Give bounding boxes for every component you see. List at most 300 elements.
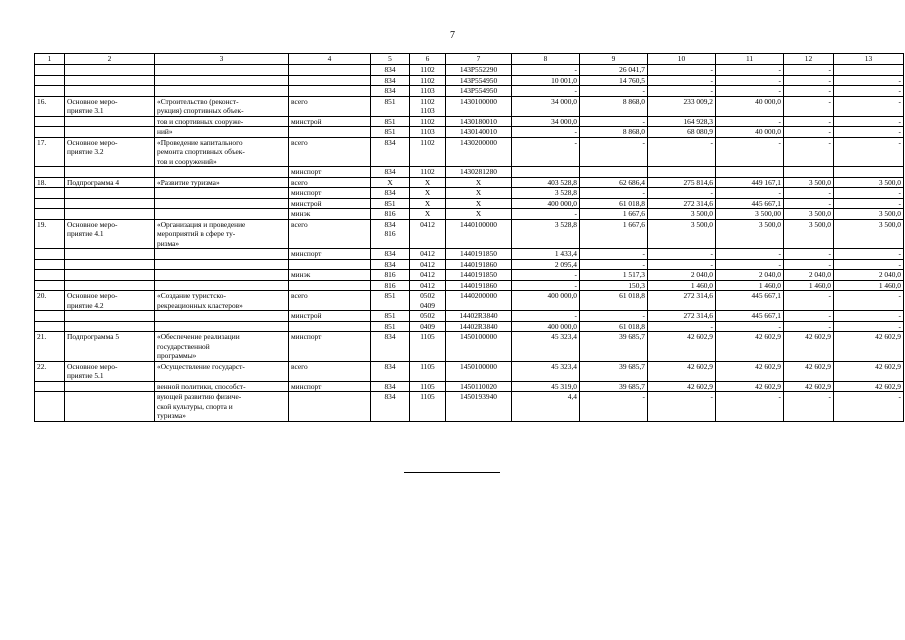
column-number-6: 6	[410, 54, 446, 65]
section-code-cell: 1102	[410, 167, 446, 178]
amount-cell: -	[716, 65, 784, 76]
executor-cell: минспорт	[289, 332, 371, 362]
amount-cell: 8 868,0	[580, 96, 648, 116]
executor-cell: минстрой	[289, 116, 371, 127]
grbs-code-cell: 851	[371, 198, 410, 209]
description-cell	[155, 321, 289, 332]
executor-cell: минэк	[289, 209, 371, 220]
section-code-cell: 0412	[410, 249, 446, 260]
grbs-code-cell: 816	[371, 270, 410, 281]
grbs-code-cell: 834	[371, 332, 410, 362]
amount-cell: -	[648, 137, 716, 167]
row-number-cell: 17.	[35, 137, 65, 167]
executor-cell: всего	[289, 291, 371, 311]
amount-cell: 275 814,6	[648, 177, 716, 188]
target-article-cell: X	[446, 188, 512, 199]
column-number-2: 2	[65, 54, 155, 65]
grbs-code-cell: 834	[371, 249, 410, 260]
executor-cell: всего	[289, 361, 371, 381]
amount-cell: -	[834, 198, 904, 209]
description-cell	[155, 65, 289, 76]
amount-cell: 164 928,3	[648, 116, 716, 127]
amount-cell: 42 602,9	[834, 332, 904, 362]
amount-cell: 3 500,0	[784, 177, 834, 188]
amount-cell: -	[716, 392, 784, 422]
amount-cell: 4,4	[512, 392, 580, 422]
amount-cell: 400 000,0	[512, 291, 580, 311]
amount-cell: -	[512, 65, 580, 76]
amount-cell: -	[648, 259, 716, 270]
row-number-cell	[35, 392, 65, 422]
grbs-code-cell: 834	[371, 75, 410, 86]
amount-cell: 445 667,1	[716, 198, 784, 209]
item-name-cell: Основное меро- приятие 4.1	[65, 219, 155, 249]
column-number-8: 8	[512, 54, 580, 65]
row-number-cell	[35, 270, 65, 281]
table-row	[35, 381, 904, 392]
section-code-cell: 1105	[410, 392, 446, 422]
amount-cell: -	[784, 392, 834, 422]
amount-cell: 3 500,0	[834, 209, 904, 220]
table-row	[35, 332, 904, 362]
amount-cell: 1 433,4	[512, 249, 580, 260]
amount-cell: 39 685,7	[580, 361, 648, 381]
amount-cell: 39 685,7	[580, 332, 648, 362]
amount-cell: -	[716, 259, 784, 270]
item-name-cell: Основное меро- приятие 3.2	[65, 137, 155, 167]
item-name-cell	[65, 116, 155, 127]
amount-cell: -	[648, 392, 716, 422]
amount-cell: -	[784, 311, 834, 322]
amount-cell: -	[716, 75, 784, 86]
description-cell	[155, 198, 289, 209]
row-number-cell	[35, 249, 65, 260]
target-article-cell: 1450100000	[446, 332, 512, 362]
executor-cell: всего	[289, 96, 371, 116]
amount-cell: 8 868,0	[580, 127, 648, 138]
table-row	[35, 127, 904, 138]
amount-cell: 1 667,6	[580, 209, 648, 220]
row-number-cell	[35, 188, 65, 199]
amount-cell: -	[784, 86, 834, 97]
amount-cell: -	[784, 75, 834, 86]
section-code-cell: 0412	[410, 219, 446, 249]
target-article-cell: 143P554950	[446, 75, 512, 86]
footer-divider	[404, 472, 500, 473]
amount-cell: 2 040,0	[716, 270, 784, 281]
amount-cell: 42 602,9	[834, 361, 904, 381]
amount-cell: 10 001,0	[512, 75, 580, 86]
amount-cell: 42 602,9	[784, 381, 834, 392]
amount-cell: 2 040,0	[784, 270, 834, 281]
table-row	[35, 270, 904, 281]
item-name-cell: Основное меро- приятие 5.1	[65, 361, 155, 381]
row-number-cell	[35, 259, 65, 270]
amount-cell: 1 460,0	[784, 280, 834, 291]
amount-cell: -	[512, 137, 580, 167]
amount-cell: 3 500,00	[716, 209, 784, 220]
item-name-cell	[65, 249, 155, 260]
amount-cell: 61 018,8	[580, 198, 648, 209]
executor-cell: минспорт	[289, 381, 371, 392]
amount-cell: -	[580, 137, 648, 167]
description-cell: «Проведение капитального ремонта спортивных объек- тов и сооружений»	[155, 137, 289, 167]
table-row	[35, 280, 904, 291]
table-row	[35, 65, 904, 76]
description-cell: вующей развитию физиче- ской культуры, спорта и туризма»	[155, 392, 289, 422]
table-row	[35, 137, 904, 167]
section-code-cell: 1105	[410, 332, 446, 362]
amount-cell: -	[834, 291, 904, 311]
amount-cell: 2 040,0	[648, 270, 716, 281]
column-number-7: 7	[446, 54, 512, 65]
grbs-code-cell: 851	[371, 291, 410, 311]
table-row	[35, 177, 904, 188]
amount-cell: -	[784, 116, 834, 127]
item-name-cell	[65, 75, 155, 86]
amount-cell: 449 167,1	[716, 177, 784, 188]
grbs-code-cell: 851	[371, 311, 410, 322]
amount-cell: 272 314,6	[648, 291, 716, 311]
amount-cell: -	[648, 249, 716, 260]
description-cell	[155, 311, 289, 322]
amount-cell: -	[834, 188, 904, 199]
table-row	[35, 249, 904, 260]
amount-cell: 26 041,7	[580, 65, 648, 76]
amount-cell: 3 500,0	[716, 219, 784, 249]
amount-cell: -	[716, 116, 784, 127]
executor-cell: минстрой	[289, 311, 371, 322]
description-cell	[155, 86, 289, 97]
row-number-cell: 16.	[35, 96, 65, 116]
target-article-cell: X	[446, 198, 512, 209]
table-row	[35, 209, 904, 220]
target-article-cell: 14402R3840	[446, 311, 512, 322]
amount-cell	[648, 167, 716, 178]
amount-cell: -	[716, 137, 784, 167]
amount-cell: 45 323,4	[512, 361, 580, 381]
section-code-cell: 1105	[410, 381, 446, 392]
amount-cell: -	[648, 86, 716, 97]
target-article-cell: 1450110020	[446, 381, 512, 392]
executor-cell	[289, 259, 371, 270]
table-row	[35, 198, 904, 209]
row-number-cell	[35, 75, 65, 86]
table-row	[35, 311, 904, 322]
executor-cell: минспорт	[289, 167, 371, 178]
description-cell: венной политики, способст-	[155, 381, 289, 392]
amount-cell: -	[784, 249, 834, 260]
column-number-5: 5	[371, 54, 410, 65]
description-cell: тов и спортивных сооруже-	[155, 116, 289, 127]
row-number-cell	[35, 321, 65, 332]
row-number-cell	[35, 280, 65, 291]
row-number-cell: 20.	[35, 291, 65, 311]
target-article-cell: 143P552290	[446, 65, 512, 76]
item-name-cell: Подпрограмма 4	[65, 177, 155, 188]
row-number-cell	[35, 167, 65, 178]
item-name-cell	[65, 209, 155, 220]
grbs-code-cell: 851	[371, 96, 410, 116]
description-cell: «Строительство (реконст- рукция) спортивных объек-	[155, 96, 289, 116]
executor-cell: минспорт	[289, 249, 371, 260]
description-cell	[155, 188, 289, 199]
amount-cell: -	[784, 188, 834, 199]
section-code-cell: 1105	[410, 361, 446, 381]
page-number: 7	[450, 30, 455, 41]
section-code-cell: 0412	[410, 259, 446, 270]
table-row	[35, 96, 904, 116]
item-name-cell	[65, 127, 155, 138]
description-cell: «Осуществление государст-	[155, 361, 289, 381]
grbs-code-cell: 834	[371, 188, 410, 199]
section-code-cell: X	[410, 209, 446, 220]
amount-cell: -	[580, 116, 648, 127]
amount-cell: 61 018,8	[580, 291, 648, 311]
amount-cell: 42 602,9	[648, 332, 716, 362]
amount-cell: -	[784, 259, 834, 270]
amount-cell: 34 000,0	[512, 96, 580, 116]
amount-cell: -	[716, 188, 784, 199]
section-code-cell: X	[410, 188, 446, 199]
row-number-cell	[35, 198, 65, 209]
amount-cell: -	[512, 280, 580, 291]
row-number-cell: 19.	[35, 219, 65, 249]
amount-cell: -	[784, 96, 834, 116]
target-article-cell: 1430140010	[446, 127, 512, 138]
amount-cell: 42 602,9	[716, 361, 784, 381]
executor-cell: всего	[289, 137, 371, 167]
amount-cell: 403 528,8	[512, 177, 580, 188]
grbs-code-cell: 834	[371, 392, 410, 422]
column-number-11: 11	[716, 54, 784, 65]
description-cell	[155, 167, 289, 178]
amount-cell: -	[784, 137, 834, 167]
section-code-cell: 0502 0409	[410, 291, 446, 311]
amount-cell: -	[834, 392, 904, 422]
amount-cell: 3 500,0	[834, 177, 904, 188]
target-article-cell: 1450100000	[446, 361, 512, 381]
amount-cell: -	[512, 86, 580, 97]
table-row	[35, 86, 904, 97]
target-article-cell: 1440191850	[446, 249, 512, 260]
amount-cell: -	[648, 65, 716, 76]
item-name-cell: Основное меро- приятие 4.2	[65, 291, 155, 311]
column-number-10: 10	[648, 54, 716, 65]
grbs-code-cell: 851	[371, 321, 410, 332]
amount-cell: 34 000,0	[512, 116, 580, 127]
amount-cell: 61 018,8	[580, 321, 648, 332]
target-article-cell: X	[446, 177, 512, 188]
amount-cell: -	[834, 249, 904, 260]
amount-cell: -	[580, 311, 648, 322]
amount-cell: 62 686,4	[580, 177, 648, 188]
grbs-code-cell: 834 816	[371, 219, 410, 249]
amount-cell: 272 314,6	[648, 198, 716, 209]
amount-cell: -	[784, 291, 834, 311]
target-article-cell: 143P554950	[446, 86, 512, 97]
executor-cell	[289, 127, 371, 138]
amount-cell: -	[834, 75, 904, 86]
grbs-code-cell: X	[371, 177, 410, 188]
amount-cell: 45 323,4	[512, 332, 580, 362]
table-row	[35, 259, 904, 270]
table-row	[35, 188, 904, 199]
executor-cell: минэк	[289, 270, 371, 281]
target-article-cell: 1430281280	[446, 167, 512, 178]
amount-cell: 42 602,9	[648, 381, 716, 392]
item-name-cell: Подпрограмма 5	[65, 332, 155, 362]
item-name-cell	[65, 280, 155, 291]
row-number-cell	[35, 65, 65, 76]
amount-cell: -	[648, 188, 716, 199]
amount-cell: 39 685,7	[580, 381, 648, 392]
executor-cell: минспорт	[289, 188, 371, 199]
executor-cell	[289, 392, 371, 422]
row-number-cell	[35, 209, 65, 220]
amount-cell: -	[834, 96, 904, 116]
amount-cell: -	[834, 116, 904, 127]
grbs-code-cell: 816	[371, 280, 410, 291]
amount-cell: -	[580, 249, 648, 260]
amount-cell: 400 000,0	[512, 198, 580, 209]
amount-cell: 1 517,3	[580, 270, 648, 281]
table-row	[35, 361, 904, 381]
column-number-1: 1	[35, 54, 65, 65]
amount-cell: 400 000,0	[512, 321, 580, 332]
item-name-cell	[65, 198, 155, 209]
target-article-cell: 14402R3840	[446, 321, 512, 332]
amount-cell: -	[834, 259, 904, 270]
amount-cell: -	[580, 188, 648, 199]
row-number-cell	[35, 127, 65, 138]
executor-cell	[289, 86, 371, 97]
column-number-3: 3	[155, 54, 289, 65]
section-code-cell: 1103	[410, 86, 446, 97]
description-cell	[155, 280, 289, 291]
section-code-cell: 0412	[410, 280, 446, 291]
executor-cell: всего	[289, 177, 371, 188]
grbs-code-cell: 834	[371, 137, 410, 167]
description-cell: «Развитие туризма»	[155, 177, 289, 188]
amount-cell: 14 760,5	[580, 75, 648, 86]
row-number-cell: 18.	[35, 177, 65, 188]
amount-cell: 3 528,8	[512, 188, 580, 199]
amount-cell: -	[512, 209, 580, 220]
executor-cell	[289, 65, 371, 76]
description-cell	[155, 270, 289, 281]
amount-cell: -	[834, 311, 904, 322]
target-article-cell: 1440191850	[446, 270, 512, 281]
amount-cell: -	[716, 86, 784, 97]
item-name-cell	[65, 188, 155, 199]
executor-cell	[289, 321, 371, 332]
description-cell	[155, 249, 289, 260]
amount-cell: -	[580, 86, 648, 97]
amount-cell: 3 500,0	[648, 219, 716, 249]
item-name-cell	[65, 270, 155, 281]
target-article-cell: 1440100000	[446, 219, 512, 249]
section-code-cell: 0412	[410, 270, 446, 281]
table-row	[35, 75, 904, 86]
header-row	[35, 54, 904, 65]
amount-cell: -	[784, 321, 834, 332]
grbs-code-cell: 834	[371, 361, 410, 381]
section-code-cell: 0502	[410, 311, 446, 322]
amount-cell: -	[580, 259, 648, 270]
executor-cell	[289, 75, 371, 86]
item-name-cell	[65, 65, 155, 76]
amount-cell: 233 009,2	[648, 96, 716, 116]
amount-cell: -	[784, 127, 834, 138]
amount-cell: 3 500,0	[784, 219, 834, 249]
item-name-cell	[65, 86, 155, 97]
amount-cell: 42 602,9	[716, 381, 784, 392]
amount-cell	[512, 167, 580, 178]
table-row	[35, 291, 904, 311]
item-name-cell: Основное меро- приятие 3.1	[65, 96, 155, 116]
amount-cell: -	[784, 198, 834, 209]
budget-table	[34, 53, 904, 422]
amount-cell: 3 500,0	[784, 209, 834, 220]
description-cell: ний»	[155, 127, 289, 138]
amount-cell: -	[512, 127, 580, 138]
description-cell	[155, 75, 289, 86]
table-row	[35, 219, 904, 249]
item-name-cell	[65, 392, 155, 422]
grbs-code-cell: 834	[371, 65, 410, 76]
amount-cell: 42 602,9	[648, 361, 716, 381]
amount-cell	[834, 167, 904, 178]
amount-cell	[784, 167, 834, 178]
amount-cell	[716, 167, 784, 178]
item-name-cell	[65, 321, 155, 332]
amount-cell: 40 000,0	[716, 127, 784, 138]
grbs-code-cell: 834	[371, 381, 410, 392]
row-number-cell	[35, 116, 65, 127]
item-name-cell	[65, 381, 155, 392]
amount-cell: -	[834, 86, 904, 97]
amount-cell	[834, 65, 904, 76]
target-article-cell: 1430100000	[446, 96, 512, 116]
section-code-cell: X	[410, 177, 446, 188]
section-code-cell: 1103	[410, 127, 446, 138]
amount-cell: 1 667,6	[580, 219, 648, 249]
section-code-cell: 1102	[410, 65, 446, 76]
section-code-cell: 1102	[410, 116, 446, 127]
amount-cell: -	[512, 311, 580, 322]
target-article-cell: 1440200000	[446, 291, 512, 311]
amount-cell: 1 460,0	[648, 280, 716, 291]
description-cell: «Организация и проведение мероприятий в сфере ту- ризма»	[155, 219, 289, 249]
section-code-cell: 1102 1103	[410, 96, 446, 116]
table-row	[35, 167, 904, 178]
amount-cell: 1 460,0	[834, 280, 904, 291]
section-code-cell: 1102	[410, 137, 446, 167]
target-article-cell: 1430200000	[446, 137, 512, 167]
amount-cell: -	[716, 249, 784, 260]
target-article-cell: 1430180010	[446, 116, 512, 127]
amount-cell: 3 528,8	[512, 219, 580, 249]
item-name-cell	[65, 167, 155, 178]
grbs-code-cell: 816	[371, 209, 410, 220]
amount-cell: -	[834, 321, 904, 332]
section-code-cell: X	[410, 198, 446, 209]
executor-cell	[289, 280, 371, 291]
row-number-cell	[35, 86, 65, 97]
amount-cell: 2 095,4	[512, 259, 580, 270]
amount-cell: -	[834, 127, 904, 138]
